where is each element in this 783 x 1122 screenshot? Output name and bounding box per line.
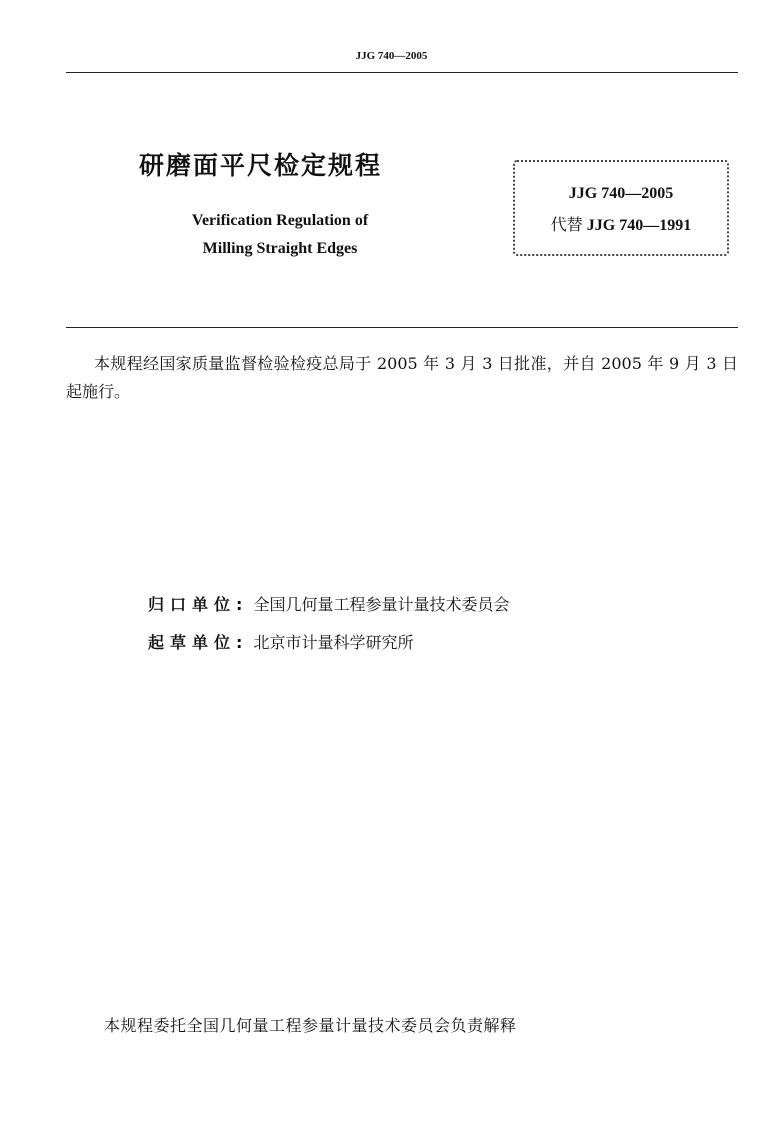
approval-statement: 本规程经国家质量监督检验检疫总局于 2005 年 3 月 3 日批准，并自 2005 年 9 月 3 日起施行。 <box>66 354 738 401</box>
regulation-code-box <box>513 160 729 256</box>
regulation-code: JJG 740—2005 <box>568 185 674 202</box>
title-chinese: 研磨面平尺检定规程 <box>139 151 383 180</box>
responsible-unit-label: 归口单位: <box>148 595 249 614</box>
replaces-code-line <box>515 212 727 235</box>
top-divider <box>66 72 738 73</box>
title-english-line1: Verification Regulation of <box>191 212 369 229</box>
drafting-unit-value: 北京市计量科学研究所 <box>253 633 414 652</box>
replaces-code: JJG 740—1991 <box>586 217 692 234</box>
responsible-unit-value: 全国几何量工程参量计量技术委员会 <box>253 595 510 614</box>
responsible-unit-row <box>148 592 510 615</box>
drafting-unit-row <box>148 630 414 653</box>
drafting-unit-label: 起草单位: <box>148 633 249 652</box>
replaces-label: 代替 <box>550 215 583 234</box>
header-code: JJG 740—2005 <box>355 50 428 62</box>
title-english-line2: Milling Straight Edges <box>202 240 358 257</box>
interpretation-note: 本规程委托全国几何量工程参量计量技术委员会负责解释 <box>104 1016 517 1035</box>
middle-divider <box>66 327 738 328</box>
